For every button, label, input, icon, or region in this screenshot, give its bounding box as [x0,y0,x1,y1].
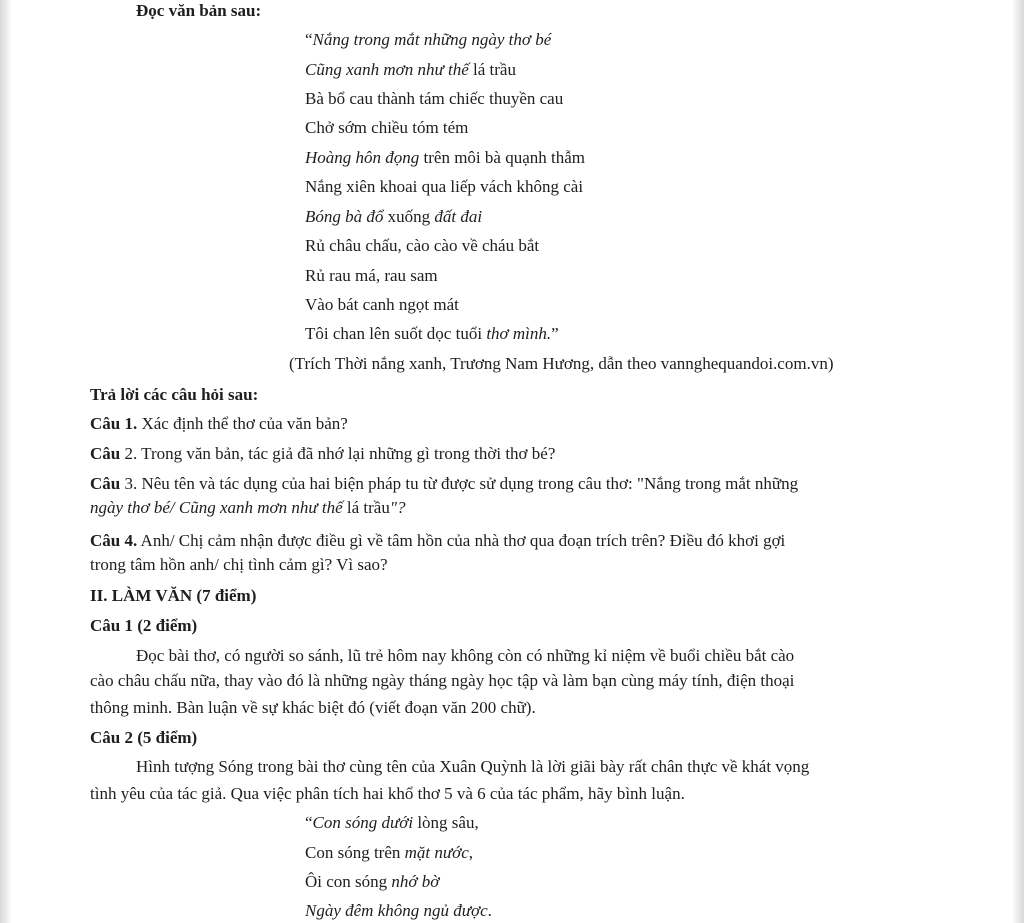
poem-line [305,176,583,198]
poem-italic-text: Hoàng hôn đọng [305,148,420,167]
question-4 [90,530,785,552]
poem-text: lòng sâu, [413,813,479,832]
poem-text: ” [551,324,559,343]
question-2 [90,443,555,465]
poem-italic-text: nhớ bờ [391,872,440,891]
poem-line [305,147,585,169]
poem-text: lá trầu [468,60,516,79]
question-3-continued [90,497,405,519]
cau2-heading: Câu 2 (5 điểm) [90,728,198,747]
poem-line [305,235,539,257]
poem-line [305,88,563,110]
poem-text: Chở sớm chiều tóm tém [305,118,469,137]
cau2-paragraph-line: Hình tượng Sóng trong bài thơ cùng tên của Xuân Quỳnh là lời giãi bày rất chân thực về khát vọng [136,757,810,776]
poem-line [305,323,559,345]
poem-source: (Trích Thời nắng xanh, Trương Nam Hương, dẫn theo vannghequandoi.com.vn) [289,354,834,373]
cau1-paragraph-line: cào châu chấu nữa, thay vào đó là những ngày tháng ngày học tập và làm bạn cùng máy tính, điện thoại [90,671,795,690]
question-text: Xác định thể thơ của văn bản? [137,414,348,433]
poem-text: Rủ rau má, rau sam [305,266,438,285]
poem-line [305,29,551,51]
question-label: Câu [90,444,121,463]
poem-text: Nắng xiên khoai qua liếp vách không cài [305,177,584,196]
poem-line [305,294,459,316]
poem-italic-text: đất đai [434,207,483,226]
poem-line [305,117,468,139]
question-text: Anh/ Chị cảm nhận được điều gì về tâm hồn của nhà thơ qua đoạn trích trên? Điều đó khơi gợi [137,531,786,550]
answer-heading: Trả lời các câu hỏi sau: [90,385,259,404]
poem-text: “ [305,813,313,832]
question-text: 3. Nêu tên và tác dụng của hai biện pháp tu từ được sử dụng trong câu thơ: "Nắng trong mắt những [120,474,799,493]
poem-italic-text: Con sóng dưới [312,813,414,832]
poem-italic-text: Cũng xanh mơn như thế [305,60,469,79]
poem-line [305,812,479,834]
question-4-continued: trong tâm hồn anh/ chị tình cảm gì? Vì sao? [90,555,388,574]
poem-italic-text: Ngày đêm không ngủ được [305,901,488,920]
poem-line [305,900,492,922]
poem-text: Ôi con sóng [305,872,392,891]
poem-line [305,842,473,864]
question-3 [90,473,798,495]
question-label: Câu 1. [90,414,138,433]
poem-text: “ [305,30,313,49]
poem-line [305,871,439,893]
section-heading: II. LÀM VĂN (7 điểm) [90,586,257,605]
poem-line [305,206,482,228]
quote-mark: "? [389,498,406,517]
poem-text: trên môi bà quạnh thẫm [419,148,585,167]
poem-text: Bà bổ cau thành tám chiếc thuyền cau [305,89,564,108]
poem-text: xuống [383,207,435,226]
question-label: Câu [90,474,121,493]
quoted-verse: ngày thơ bé/ Cũng xanh mơn như thế [90,498,343,517]
question-text: 2. Trong văn bản, tác giả đã nhớ lại những gì trong thời thơ bé? [120,444,556,463]
poem-line [305,59,516,81]
poem-italic-text: thơ bé [508,30,552,49]
cau1-paragraph-line: thông minh. Bàn luận về sự khác biệt đó (viết đoạn văn 200 chữ). [90,698,536,717]
poem-italic-text: thơ mình. [486,324,552,343]
poem-text: , [468,843,474,862]
reading-heading: Đọc văn bản sau: [136,1,262,20]
question-1 [90,413,348,435]
question-text: lá trầu [342,498,390,517]
question-label: Câu 4. [90,531,138,550]
poem-text: Vào bát canh ngọt mát [305,295,459,314]
page-edge-shadow [0,0,12,923]
poem-text: Con sóng trên [305,843,405,862]
poem-italic-text: Nắng trong mắt những ngày [312,30,505,49]
poem-text: . [487,901,492,920]
poem-italic-text: Bóng bà đổ [305,207,384,226]
cau1-paragraph-line: Đọc bài thơ, có người so sánh, lũ trẻ hôm nay không còn có những kỉ niệm về buổi chiều bắt cào [136,646,795,665]
poem-italic-text: mặt nước [404,843,469,862]
page-edge-shadow [1012,0,1024,923]
cau2-paragraph-line: tình yêu của tác giả. Qua việc phân tích hai khổ thơ 5 và 6 của tác phẩm, hãy bình luận. [90,784,685,803]
poem-line [305,265,438,287]
cau1-heading: Câu 1 (2 điểm) [90,616,198,635]
poem-text: Tôi chan lên suốt dọc tuổi [305,324,487,343]
poem-text: Rủ châu chấu, cào cào về cháu bắt [305,236,540,255]
